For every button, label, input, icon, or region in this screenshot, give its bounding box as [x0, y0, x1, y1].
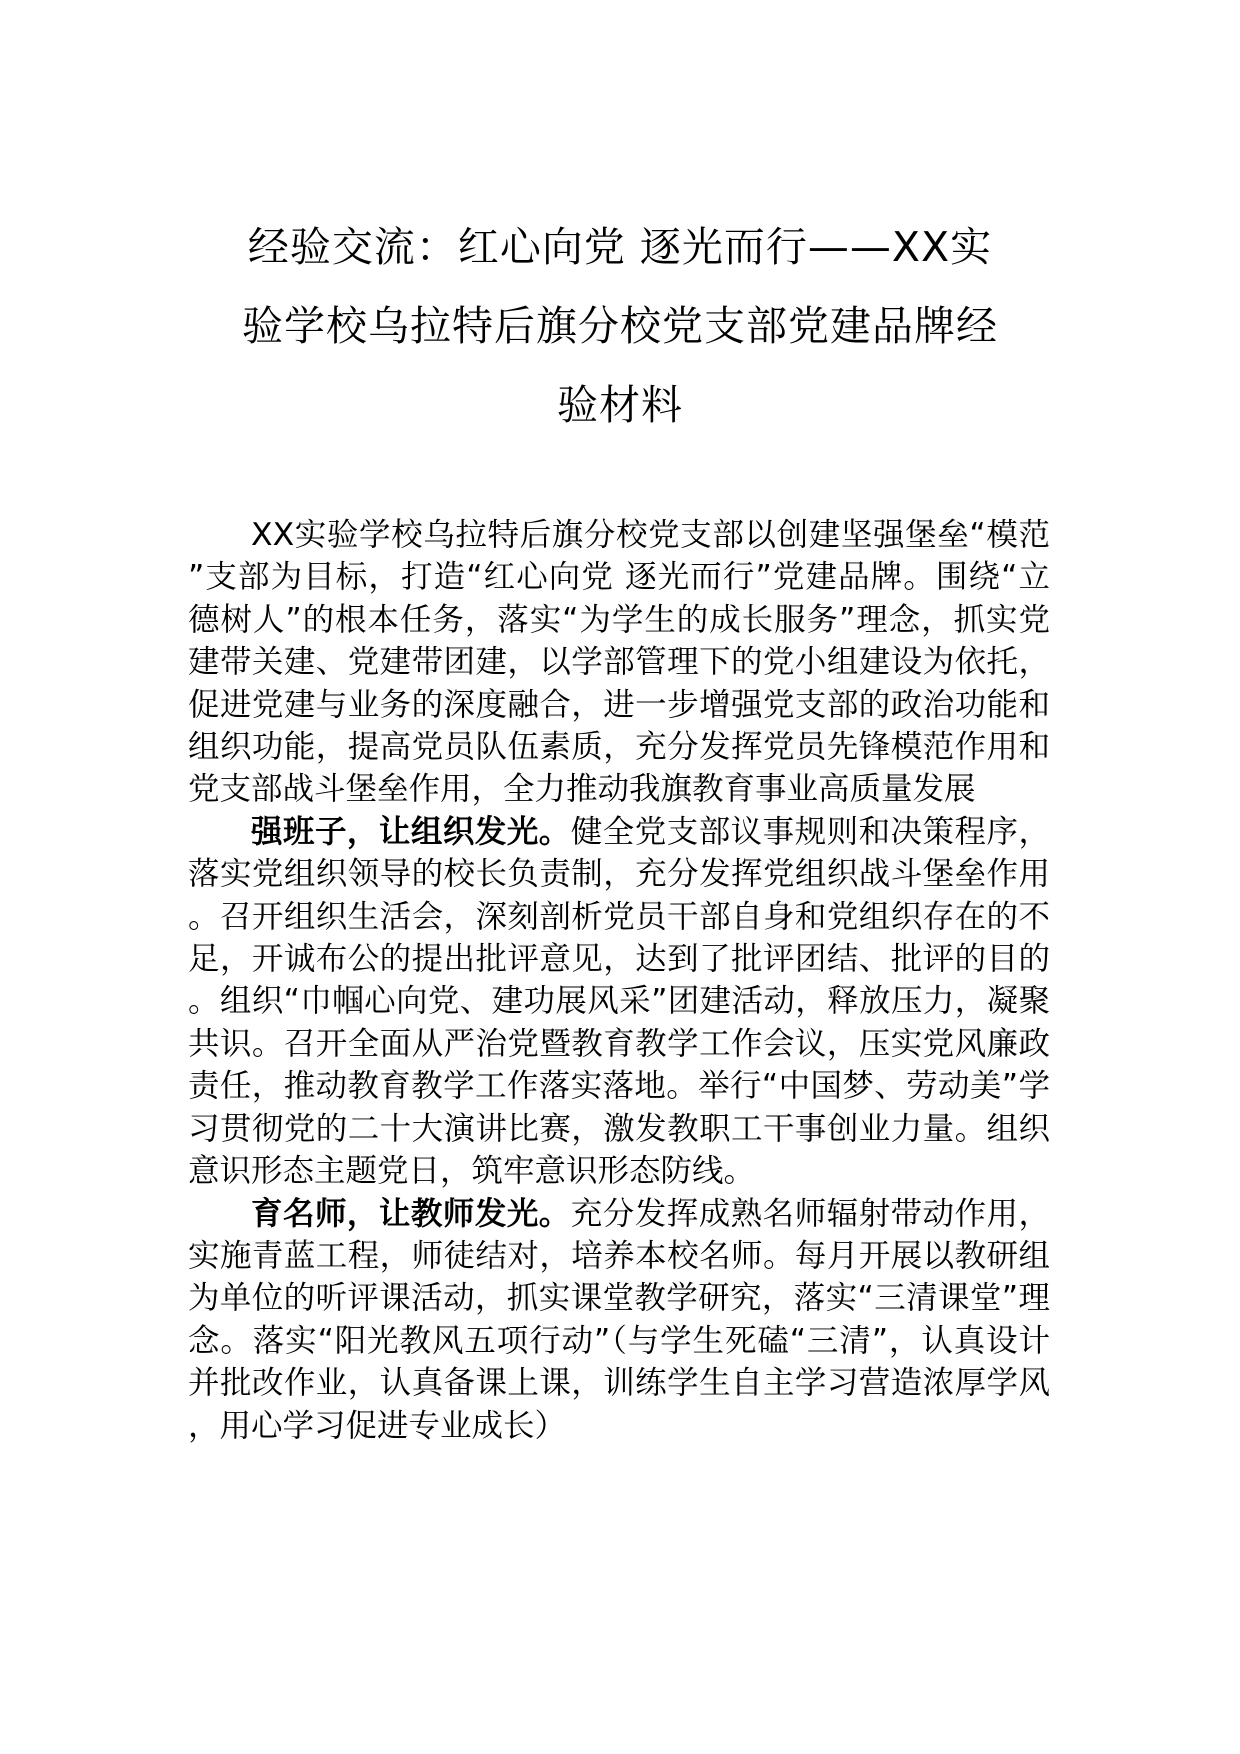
- intro-paragraph: [188, 514, 1050, 811]
- section-paragraph-teachers: [188, 1193, 1050, 1447]
- title-line: 经验交流：红心向党 逐光而行——XX实: [247, 223, 993, 271]
- document-body: [188, 514, 1050, 1447]
- paragraph-text: XX实验学校乌拉特后旗分校党支部以创建坚强堡垒“模范”支部为目标，打造“红心向党 逐光而行”党建品牌。围绕“立德树人”的根本任务，落实“为学生的成长服务”理念，抓实党建带关建、党建带团建，以学部管理下的党小组建设为依托，促进党建与业务的深度融合，进一步增强党支部的政治功能和组织功能，提高党员队伍素质，充分发挥党员先锋模范作用和党支部战斗堡垒作用，全力推动我旗教育事业高质量发展: [188, 517, 1050, 808]
- paragraph-text: 充分发挥成熟名师辐射带动作用，实施青蓝工程，师徒结对，培养本校名师。每月开展以教研组为单位的听评课活动，抓实课堂教学研究，落实“三清课堂”理念。落实“阳光教风五项行动”（与学生死磕“三清”，认真设计并批改作业，认真备课上课，训练学生自主学习营造浓厚学风，用心学习促进专业成长）: [188, 1195, 1050, 1444]
- section-paragraph-team: [188, 811, 1050, 1193]
- title-line: 验学校乌拉特后旗分校党支部党建品牌经: [242, 302, 998, 350]
- title-line: 验材料: [557, 381, 683, 429]
- paragraph-lead-heading: 育名师，让教师发光。: [251, 1195, 571, 1232]
- document-title: [190, 208, 1050, 445]
- paragraph-lead-heading: 强班子，让组织发光。: [251, 813, 571, 850]
- paragraph-text: 健全党支部议事规则和决策程序，落实党组织领导的校长负责制，充分发挥党组织战斗堡垒作用。召开组织生活会，深刻剖析党员干部自身和党组织存在的不足，开诚布公的提出批评意见，达到了批评团结、批评的目的。组织“巾帼心向党、建功展风采”团建活动，释放压力，凝聚共识。召开全面从严治党暨教育教学工作会议，压实党风廉政责任，推动教育教学工作落实落地。举行“中国梦、劳动美”学习贯彻党的二十大演讲比赛，激发教职工干事创业力量。组织意识形态主题党日，筑牢意识形态防线。: [188, 813, 1050, 1190]
